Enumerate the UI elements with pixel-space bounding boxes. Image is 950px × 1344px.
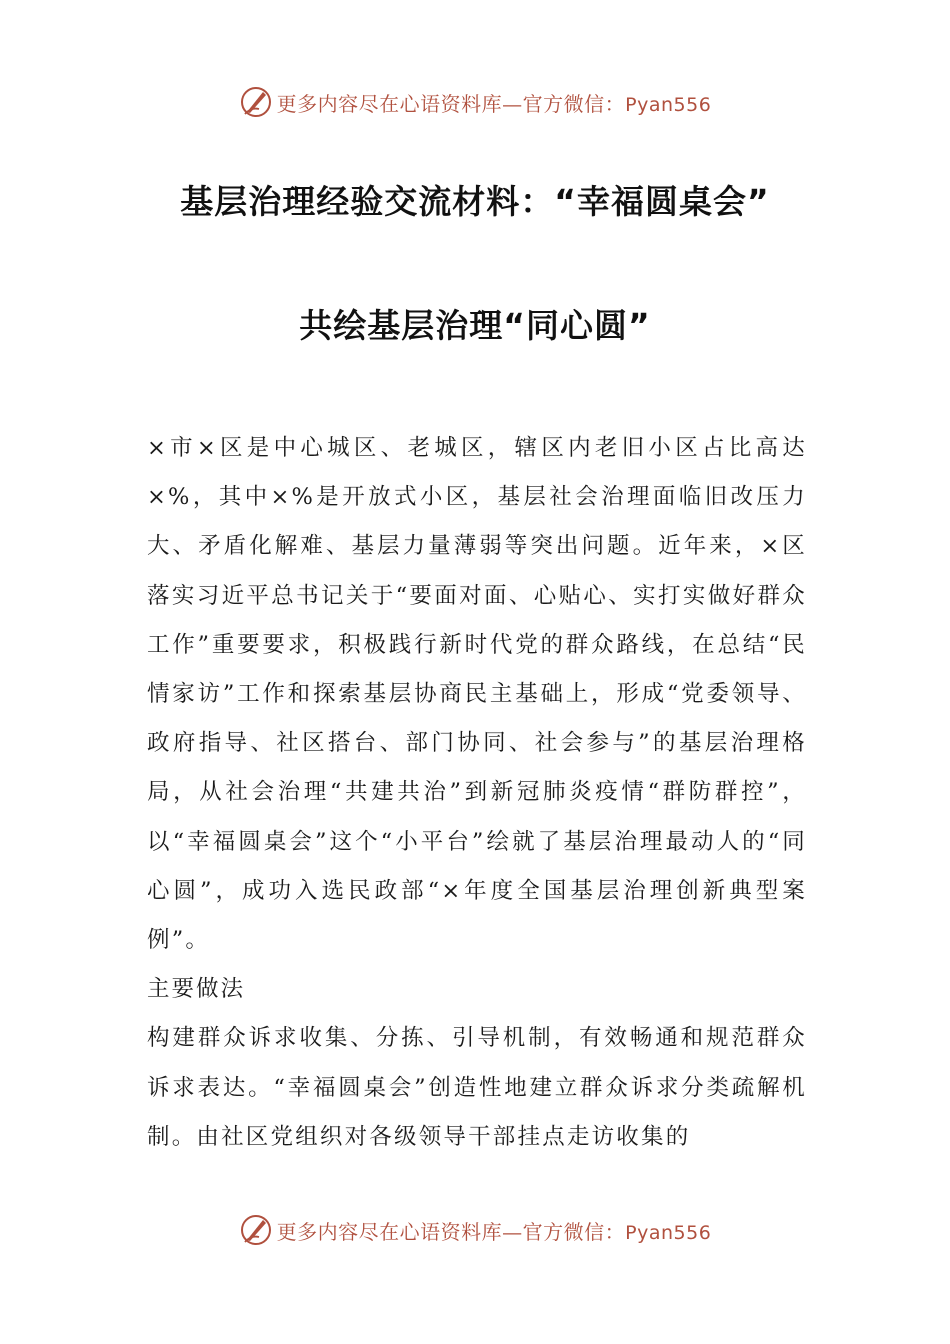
watermark-wechat-id: Pyan556 (625, 1221, 712, 1244)
watermark-wechat-id: Pyan556 (625, 93, 712, 116)
watermark-text (277, 88, 712, 117)
quill-pen-logo-icon (239, 1213, 273, 1247)
watermark-banner-top (0, 82, 950, 122)
document-title-line2: 共绘基层治理“同心圆” (299, 306, 651, 345)
body-paragraph-1: ×市×区是中心城区、老城区，辖区内老旧小区占比高达×%，其中×%是开放式小区，基层社会治理面临旧改压力大、矛盾化解难、基层力量薄弱等突出问题。近年来，×区落实习近平总书记关于“要面对面、心贴心、实打实做好群众工作”重要要求，积极践行新时代党的群众路线，在总结“民情家访”工作和探索基层协商民主基础上，形成“党委领导、政府指导、社区搭台、部门协同、社会参与”的基层治理格局，从社会治理“共建共治”到新冠肺炎疫情“群防群控”，以“幸福圆桌会”这个“小平台”绘就了基层治理最动人的“同心圆”，成功入选民政部“×年度全国基层治理创新典型案例”。 (147, 435, 807, 954)
watermark-text (277, 1216, 712, 1245)
section-heading: 主要做法 (147, 976, 246, 1003)
watermark-banner-bottom (0, 1210, 950, 1250)
document-body (147, 424, 807, 1162)
watermark-label: 更多内容尽在心语资料库—官方微信： (276, 91, 626, 116)
watermark-label: 更多内容尽在心语资料库—官方微信： (276, 1219, 626, 1244)
quill-pen-logo-icon (239, 85, 273, 119)
body-paragraph-2: 构建群众诉求收集、分拣、引导机制，有效畅通和规范群众诉求表达。“幸福圆桌会”创造性地建立群众诉求分类疏解机制。由社区党组织对各级领导干部挂点走访收集的 (147, 1025, 807, 1150)
document-title-line1: 基层治理经验交流材料：“幸福圆桌会” (180, 182, 770, 221)
